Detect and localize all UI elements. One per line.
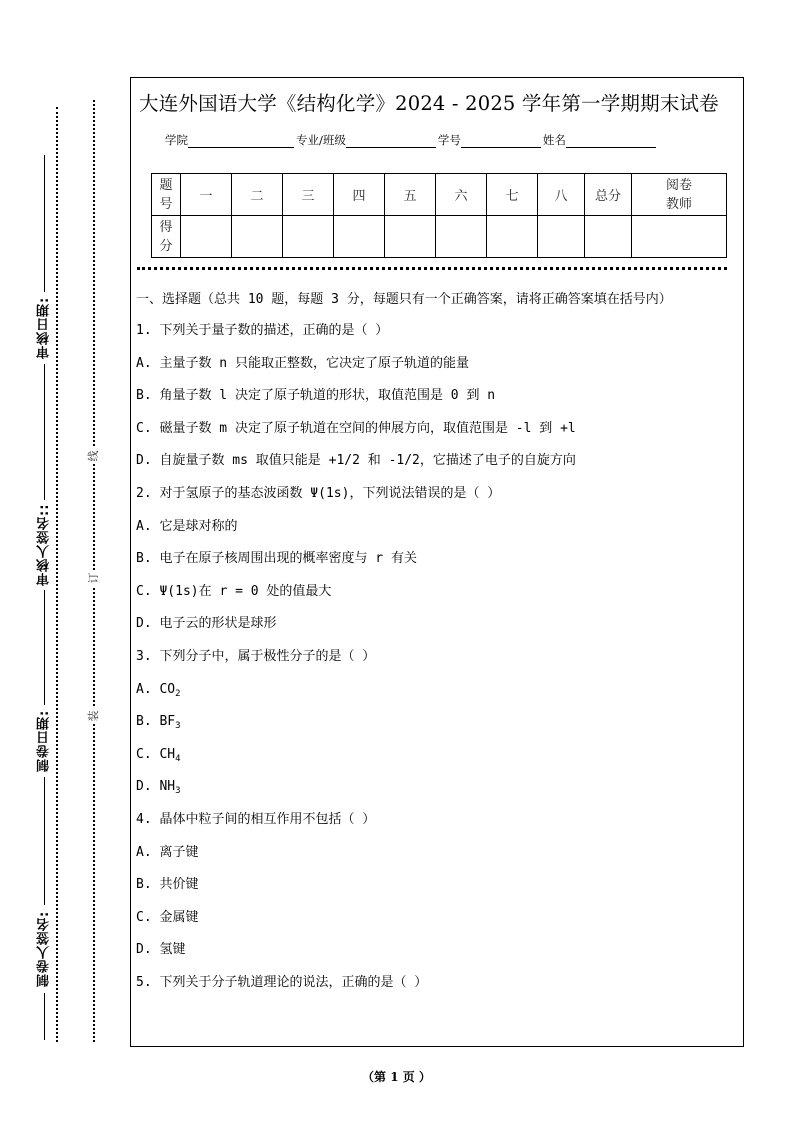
question-1-option-d: D. 自旋量子数 ms 取值只能是 +1/2 和 -1/2，它描述了电子的自旋方向 — [136, 453, 576, 469]
score-cell-6[interactable] — [436, 216, 487, 258]
score-cell-total[interactable] — [585, 216, 632, 258]
major-field[interactable] — [346, 133, 436, 148]
name-label: 姓名 — [542, 133, 566, 147]
score-cell-7[interactable] — [487, 216, 538, 258]
question-2-option-a: A. 它是球对称的 — [136, 518, 238, 534]
question-4-option-c: C. 金属键 — [136, 909, 199, 925]
paper-maker-signature-label: 制卷人签名: — [30, 905, 60, 993]
col-header-total: 总分 — [585, 174, 632, 216]
question-4-option-d: D. 氢键 — [136, 942, 186, 958]
question-3-stem: 3. 下列分子中，属于极性分子的是（ ） — [136, 648, 376, 664]
col-header-2: 二 — [232, 174, 283, 216]
question-4-option-b: B. 共价键 — [136, 877, 199, 893]
name-field[interactable] — [566, 133, 656, 148]
question-3-option-a: A. $CO_2$ — [136, 681, 181, 699]
col-header-grader: 阅卷 教师 — [632, 174, 727, 216]
page-number: （第 1 页 ） — [362, 1070, 431, 1084]
question-1-option-a: A. 主量子数 n 只能取正整数，它决定了原子轨道的能量 — [136, 355, 469, 371]
score-cell-grader[interactable] — [632, 216, 727, 258]
cut-mark-line: 线 — [86, 448, 102, 464]
student-id-label: 学号 — [437, 133, 461, 147]
reviewer-signature-label: 审核人签名:: — [30, 500, 60, 590]
col-header-8: 八 — [538, 174, 585, 216]
section-heading: 一、选择题（总共 10 题，每题 3 分，每题只有一个正确答案，请将正确答案填在括号内） — [136, 292, 672, 307]
question-4-stem: 4. 晶体中粒子间的相互作用不包括（ ） — [136, 811, 376, 827]
question-3-option-d: D. $NH_3$ — [136, 779, 181, 797]
cut-mark-bind: 装 — [86, 708, 102, 724]
score-cell-3[interactable] — [283, 216, 334, 258]
exam-frame — [130, 77, 744, 1047]
col-header-4: 四 — [334, 174, 385, 216]
col-header-1: 一 — [181, 174, 232, 216]
question-3-option-b: B. $BF_3$ — [136, 714, 181, 732]
question-2-option-d: D. 电子云的形状是球形 — [136, 616, 277, 632]
col-header-7: 七 — [487, 174, 538, 216]
binding-dotted-line-inner — [56, 107, 58, 1042]
college-field[interactable] — [188, 133, 294, 148]
review-date-label: 审核日期: — [30, 292, 60, 364]
question-4-option-a: A. 离子键 — [136, 844, 199, 860]
score-table — [151, 173, 727, 258]
question-1-stem: 1. 下列关于量子数的描述，正确的是（ ） — [136, 323, 389, 338]
score-cell-5[interactable] — [385, 216, 436, 258]
question-3-option-c: C. $CH_4$ — [136, 746, 181, 764]
paper-date-label: 制卷日期: — [30, 705, 60, 777]
student-info-row — [165, 132, 658, 148]
cut-mark-order: 订 — [86, 570, 102, 586]
question-5-stem: 5. 下列关于分子轨道理论的说法，正确的是（ ） — [136, 974, 428, 990]
student-id-field[interactable] — [461, 133, 541, 148]
major-label: 专业/班级 — [296, 133, 346, 147]
question-2-stem: 2. 对于氢原子的基态波函数 Ψ(1s)，下列说法错误的是（ ） — [136, 485, 501, 501]
question-number-header: 题 号 — [152, 174, 181, 216]
score-cell-2[interactable] — [232, 216, 283, 258]
question-2-option-c: C. Ψ(1s)在 r = 0 处的值最大 — [136, 583, 332, 599]
col-header-5: 五 — [385, 174, 436, 216]
col-header-6: 六 — [436, 174, 487, 216]
score-cell-1[interactable] — [181, 216, 232, 258]
question-1-option-c: C. 磁量子数 m 决定了原子轨道在空间的伸展方向，取值范围是 -l 到 +l — [136, 420, 576, 436]
college-label: 学院 — [165, 133, 188, 147]
question-number-row — [152, 174, 727, 216]
score-row — [152, 216, 727, 258]
col-header-3: 三 — [283, 174, 334, 216]
question-1-option-b: B. 角量子数 l 决定了原子轨道的形状，取值范围是 0 到 n — [136, 388, 496, 404]
exam-title: 大连外国语大学《结构化学》2024 - 2025 学年第一学期期末试卷 — [139, 92, 719, 115]
question-2-option-b: B. 电子在原子核周围出现的概率密度与 r 有关 — [136, 551, 417, 567]
score-cell-8[interactable] — [538, 216, 585, 258]
score-header: 得 分 — [152, 216, 181, 258]
header-divider — [137, 267, 727, 270]
exam-content — [136, 288, 736, 1004]
score-cell-4[interactable] — [334, 216, 385, 258]
